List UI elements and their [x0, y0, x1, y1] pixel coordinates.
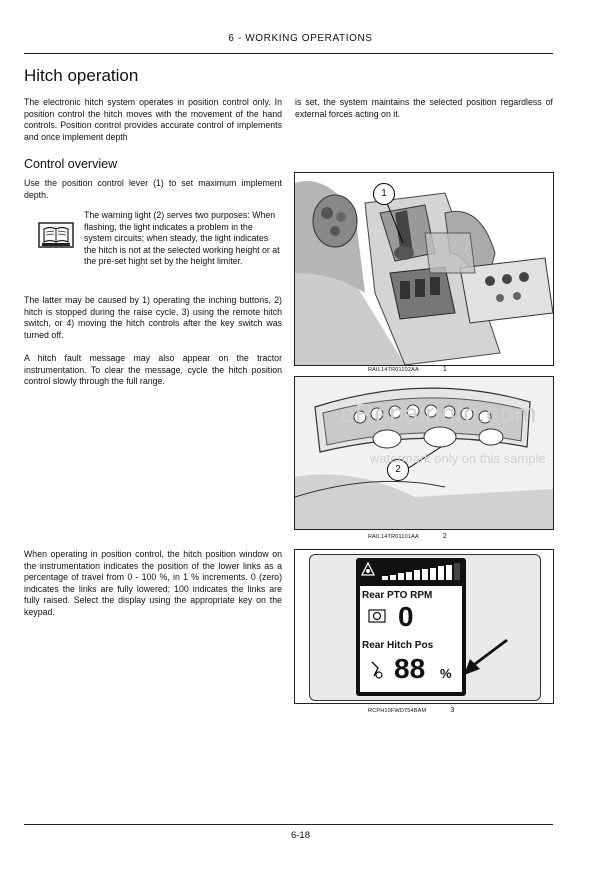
paragraph-fault-message: A hitch fault message may also appear on the tractor instrumentation. To clear the message, cycle the hitch position control slowly through the full range.	[24, 353, 282, 386]
pto-value: 0	[398, 601, 414, 632]
watermark-site: eRepairinfo.com	[340, 398, 537, 428]
figure-2-code: RAIL14TR01101AA	[368, 534, 419, 540]
page-number: 6-18	[290, 830, 310, 841]
paragraph-position-lever: Use the position control lever (1) to set maximum implement depth.	[24, 178, 282, 200]
hitch-label: Rear Hitch Pos	[362, 640, 434, 651]
hitch-icon	[368, 660, 384, 680]
section-header: 6 - WORKING OPERATIONS	[228, 33, 373, 44]
level-bar	[406, 572, 412, 580]
figure-1-caption	[368, 366, 447, 373]
section-heading: Control overview	[24, 157, 118, 171]
intro-paragraph-left: The electronic hitch system operates in position control only. In position control the hitch moves with the movement of the hand controls. Position control provides accurate control of implements and once implement depth	[24, 97, 282, 142]
hitch-level-bars	[382, 562, 462, 580]
pointer-arrow	[462, 637, 512, 677]
level-bar	[422, 569, 428, 580]
lcd-screen-area	[360, 586, 462, 692]
paragraph-hitch-window: When operating in position control, the hitch position window on the instrumentation indicates the position of the lower links as a percentage of travel from 0 - 100 %, in 1 % increments. 0 (zero) indicates the links are fully lowered; 100 indicates the links are fully raised. Select the display using the appropriate key on the keypad.	[24, 549, 282, 617]
intro-paragraph-right: is set, the system maintains the selected position regardless of external forces acting on it.	[295, 97, 553, 119]
level-bar	[414, 570, 420, 580]
page-title: Hitch operation	[24, 66, 139, 85]
hitch-value: 88	[394, 653, 426, 684]
level-bar	[454, 563, 460, 580]
level-bar	[438, 566, 444, 580]
callout-1: 1	[373, 183, 395, 205]
hitch-unit: %	[440, 666, 452, 681]
level-bar	[398, 573, 404, 580]
level-bar	[446, 565, 452, 580]
footer-rule	[24, 824, 553, 825]
paragraph-causes: The latter may be caused by 1) operating the inching buttons, 2) hitch is stopped during the raise cycle, 3) using the remote hitch switch, or 4) moving the hitch controls after the key switch was turned off.	[24, 295, 282, 340]
level-bar	[382, 576, 388, 580]
figure-1-code: RAIL14TR01102AA	[368, 367, 419, 373]
figure-3-number: 3	[450, 707, 455, 714]
warning-paragraph: The warning light (2) serves two purposes: When flashing, the light indicates a problem in the system circuits; when steady, the light indicates the hitch is not at the selected working height or at the pre-set hight set by the height limiter.	[84, 210, 280, 266]
pto-label: Rear PTO RPM	[362, 590, 433, 601]
figure-1-armrest-controls	[294, 172, 554, 366]
hitch-warning-icon	[361, 562, 375, 577]
level-bar	[390, 575, 396, 580]
figure-1-number: 1	[442, 366, 447, 373]
display-bezel	[309, 554, 541, 701]
pto-icon	[368, 608, 386, 624]
display-lcd	[356, 558, 466, 696]
level-bar	[430, 568, 436, 580]
figure-2-number: 2	[442, 533, 447, 540]
figure-2-caption	[368, 533, 447, 540]
watermark-note: watermark only on this sample	[370, 451, 546, 466]
warning-book-icon	[38, 222, 74, 248]
figure-3-caption	[368, 707, 454, 714]
header-rule	[24, 53, 553, 54]
figure-3-code: RCPH10FWD754BAM	[368, 708, 427, 714]
callout-2: 2	[387, 459, 409, 481]
figure-3-hitch-display	[294, 549, 554, 704]
figure-2-dashboard	[294, 376, 554, 530]
